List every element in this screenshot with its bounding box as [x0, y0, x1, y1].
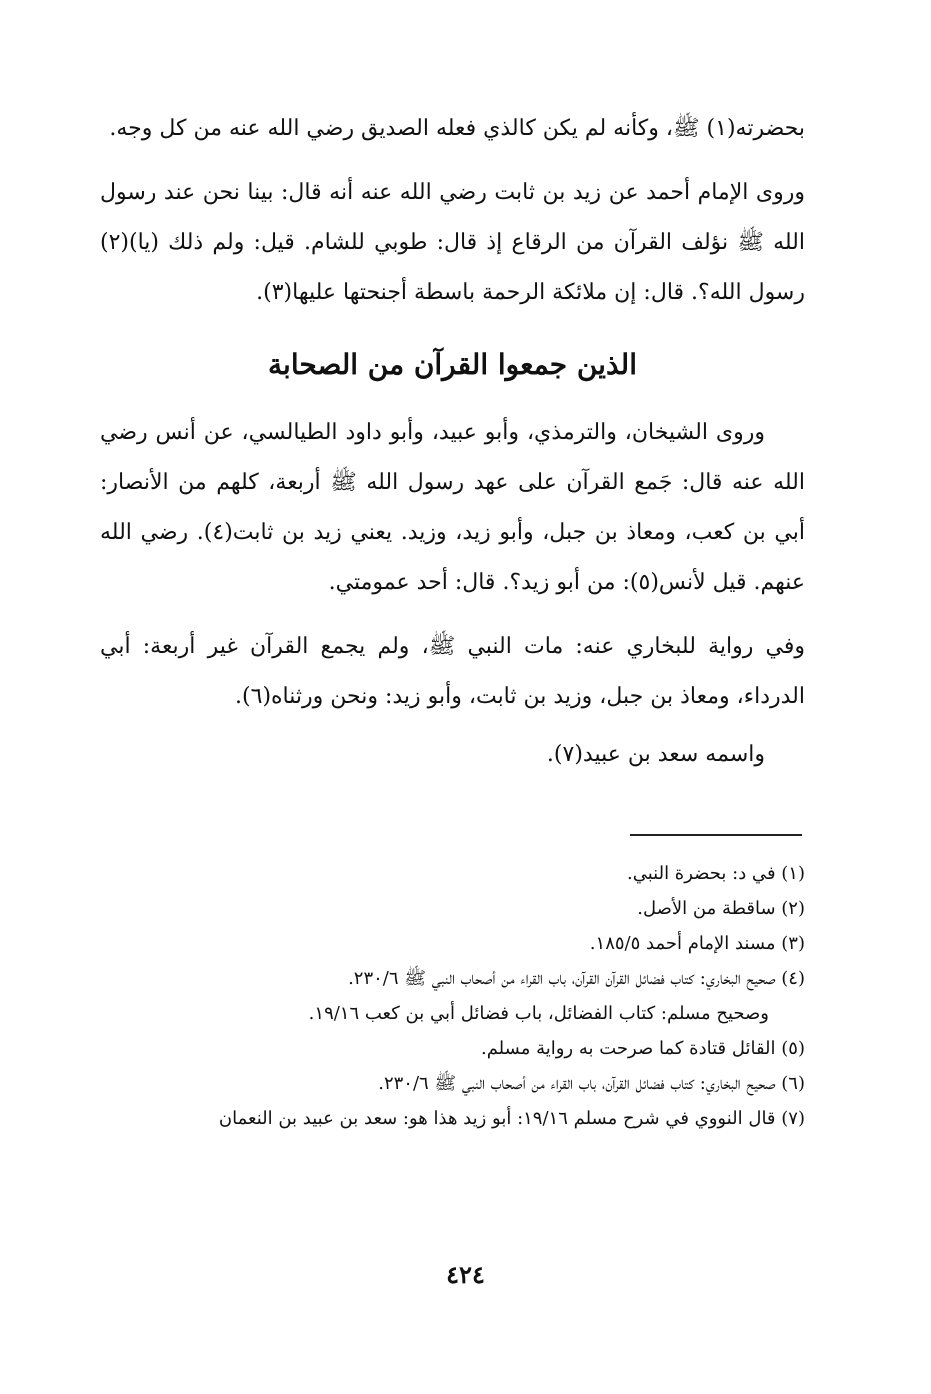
footnote-6: (٦) صحيح البخاري: كتاب فضائل القرآن، باب القراء من أصحاب النبي ﷺ ٢٣٠/٦.: [378, 1073, 805, 1094]
footnote-3: (٣) مسند الإمام أحمد ١٨٥/٥.: [589, 933, 805, 954]
paragraph-1: بحضرته(١) ﷺ، وكأنه لم يكن كالذي فعله الصديق رضي الله عنه من كل وجه.: [109, 116, 805, 141]
footnote-1: (١) في د: بحضرة النبي.: [627, 863, 805, 884]
paragraph-4: وفي رواية للبخاري عنه: مات النبي ﷺ، ولم يجمع القرآن غير أربعة: أبي الدرداء، ومعاذ بن جبل، وزيد بن ثابت، وأبو زيد: ونحن ورثناه(٦).: [100, 634, 805, 709]
footnote-separator: [630, 834, 802, 836]
paragraph-2: وروى الإمام أحمد عن زيد بن ثابت رضي الله عنه أنه قال: بينا نحن عند رسول الله ﷺ نؤلف القرآن من الرقاع إذ قال: طوبي للشام. قيل: ولم ذلك (يا)(٢) رسول الله؟. قال: إن ملائكة الرحمة باسطة أجنحتها عليها(٣).: [100, 180, 805, 305]
footnotes: [105, 856, 805, 1136]
footnote-2: (٢) ساقطة من الأصل.: [637, 898, 805, 919]
footnote-5: (٥) القائل قتادة كما صرحت به رواية مسلم.: [480, 1038, 805, 1059]
footnote-4: (٤) صحيح البخاري: كتاب فضائل القرآن القرآن، باب القراء من أصحاب النبي ﷺ ٢٣٠/٦.: [348, 968, 805, 989]
section-heading: الذين جمعوا القرآن من الصحابة: [268, 348, 637, 381]
footnote-7: (٧) قال النووي في شرح مسلم ١٩/١٦: أبو زيد هذا هو: سعد بن عبيد بن النعمان: [218, 1108, 805, 1129]
page-number: ٤٢٤: [446, 1260, 485, 1289]
paragraph-3: وروى الشيخان، والترمذي، وأبو عبيد، وأبو داود الطيالسي، عن أنس رضي الله عنه قال: جَمع القرآن على عهد رسول الله ﷺ أربعة، كلهم من الأنصار: أبي بن كعب، ومعاذ بن جبل، وأبو زيد، وزيد. يعني زيد بن ثابت(٤). رضي الله عنهم. قيل لأنس(٥): من أبو زيد؟. قال: أحد عمومتي.: [100, 420, 805, 595]
footnote-4-continued: وصحيح مسلم: كتاب الفضائل، باب فضائل أبي بن كعب ١٩/١٦.: [308, 1003, 769, 1024]
paragraph-5: واسمه سعد بن عبيد(٧).: [546, 742, 765, 767]
